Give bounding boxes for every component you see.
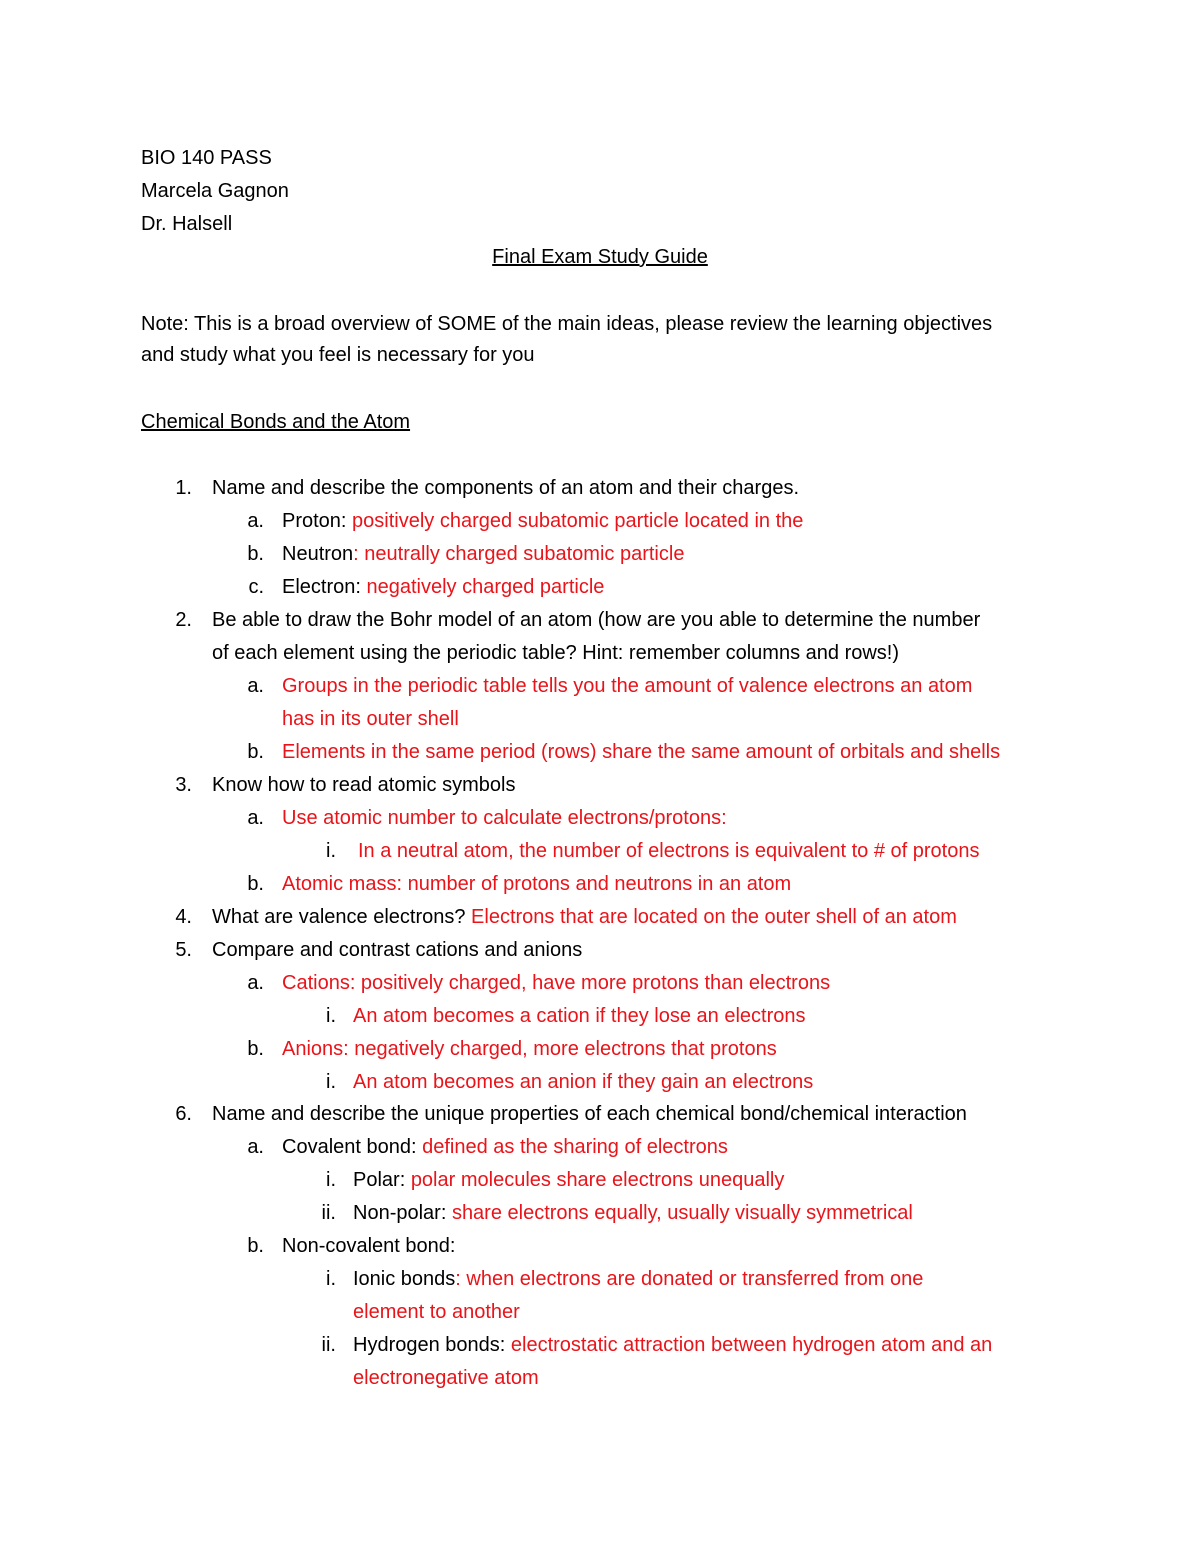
q1c-answer: negatively charged particle: [366, 576, 605, 598]
q4-item: [212, 904, 957, 930]
q2a-answer-line-2: has in its outer shell: [282, 708, 459, 730]
q6aii-item: [353, 1200, 913, 1226]
q6bi-answer-line-2: element to another: [353, 1301, 520, 1323]
q1a-item: [282, 508, 803, 534]
q4-answer: Electrons that are located on the outer shell of an atom: [471, 906, 957, 928]
q3a-marker: a.: [247, 807, 264, 829]
q2a-answer-line-1: Groups in the periodic table tells you the amount of valence electrons an atom: [282, 675, 973, 697]
q3-number: 3.: [175, 774, 192, 796]
q1b-marker: b.: [247, 543, 264, 565]
q1a-answer: positively charged subatomic particle located in the: [352, 510, 804, 532]
q6aii-answer: share electrons equally, usually visually symmetrical: [451, 1202, 913, 1224]
q2-number: 2.: [175, 609, 192, 631]
q5a-answer: Cations: positively charged, have more protons than electrons: [282, 972, 831, 994]
q6-number: 6.: [175, 1103, 192, 1125]
q6ai-label: Polar:: [353, 1169, 411, 1191]
q1-text: Name and describe the components of an atom and their charges.: [212, 477, 800, 499]
q5a-marker: a.: [247, 972, 264, 994]
instructor-name: Dr. Halsell: [141, 213, 233, 235]
q6bii-marker: ii.: [321, 1334, 336, 1356]
q6bii-label: Hydrogen bonds:: [353, 1334, 511, 1356]
q6a-item: [282, 1134, 728, 1160]
q5bi-marker: i.: [326, 1071, 336, 1093]
q5b-answer: Anions: negatively charged, more electrons that protons: [282, 1038, 777, 1060]
author-name: Marcela Gagnon: [141, 180, 289, 202]
q6ai-answer: polar molecules share electrons unequally: [410, 1169, 785, 1191]
q6b-label: Non-covalent bond:: [282, 1235, 456, 1257]
q2b-answer: Elements in the same period (rows) share the same amount of orbitals and shells: [282, 741, 1001, 763]
q4-text: What are valence electrons?: [212, 906, 472, 928]
q6a-marker: a.: [247, 1136, 264, 1158]
q6bi-marker: i.: [326, 1268, 336, 1290]
q1a-label: Proton:: [282, 510, 353, 532]
q5ai-marker: i.: [326, 1005, 336, 1027]
note-line-1: Note: This is a broad overview of SOME of the main ideas, please review the learning objectives: [141, 313, 993, 335]
q1b-item: [282, 541, 684, 567]
q4-number: 4.: [175, 906, 192, 928]
q5-text: Compare and contrast cations and anions: [212, 939, 583, 961]
q2a-marker: a.: [247, 675, 264, 697]
q3b-marker: b.: [247, 873, 264, 895]
document-title: Final Exam Study Guide: [492, 246, 708, 268]
q6aii-label: Non-polar:: [353, 1202, 452, 1224]
q1b-label: Neutron: [282, 543, 354, 565]
q1c-label: Electron:: [282, 576, 367, 598]
q1c-item: [282, 574, 604, 600]
q1-number: 1.: [175, 477, 192, 499]
section-heading: Chemical Bonds and the Atom: [141, 411, 411, 433]
q6bi-item: [353, 1266, 923, 1292]
q6ai-item: [353, 1167, 784, 1193]
q3a-answer: Use atomic number to calculate electrons/protons:: [282, 807, 727, 829]
q3b-answer: Atomic mass: number of protons and neutrons in an atom: [282, 873, 792, 895]
q6ai-marker: i.: [326, 1169, 336, 1191]
q1a-marker: a.: [247, 510, 264, 532]
q6bii-answer-line-2: electronegative atom: [353, 1367, 539, 1389]
q1c-marker: c.: [248, 576, 264, 598]
note-line-2: and study what you feel is necessary for you: [141, 344, 535, 366]
q6bi-answer-line-1: : when electrons are donated or transferred from one: [455, 1268, 924, 1290]
q6b-marker: b.: [247, 1235, 264, 1257]
q2-text-line-2: of each element using the periodic table? Hint: remember columns and rows!): [212, 642, 900, 664]
q6bi-label: Ionic bonds: [353, 1268, 456, 1290]
q6aii-marker: ii.: [321, 1202, 336, 1224]
q6-text: Name and describe the unique properties of each chemical bond/chemical interaction: [212, 1103, 967, 1125]
q5-number: 5.: [175, 939, 192, 961]
q6bii-item: [353, 1332, 992, 1358]
q2-text-line-1: Be able to draw the Bohr model of an atom (how are you able to determine the number: [212, 609, 981, 631]
q3ai-marker: i.: [326, 840, 336, 862]
q6a-label: Covalent bond:: [282, 1136, 423, 1158]
q6bii-answer-line-1: electrostatic attraction between hydrogen atom and an: [510, 1334, 993, 1356]
q2b-marker: b.: [247, 741, 264, 763]
q6a-answer: defined as the sharing of electrons: [422, 1136, 728, 1158]
q5bi-answer: An atom becomes an anion if they gain an electrons: [353, 1071, 814, 1093]
q3ai-answer: In a neutral atom, the number of electrons is equivalent to # of protons: [358, 840, 980, 862]
course-name: BIO 140 PASS: [141, 147, 272, 169]
q5b-marker: b.: [247, 1038, 264, 1060]
q1b-answer: : neutrally charged subatomic particle: [353, 543, 685, 565]
q3-text: Know how to read atomic symbols: [212, 774, 516, 796]
q5ai-answer: An atom becomes a cation if they lose an electrons: [353, 1005, 806, 1027]
